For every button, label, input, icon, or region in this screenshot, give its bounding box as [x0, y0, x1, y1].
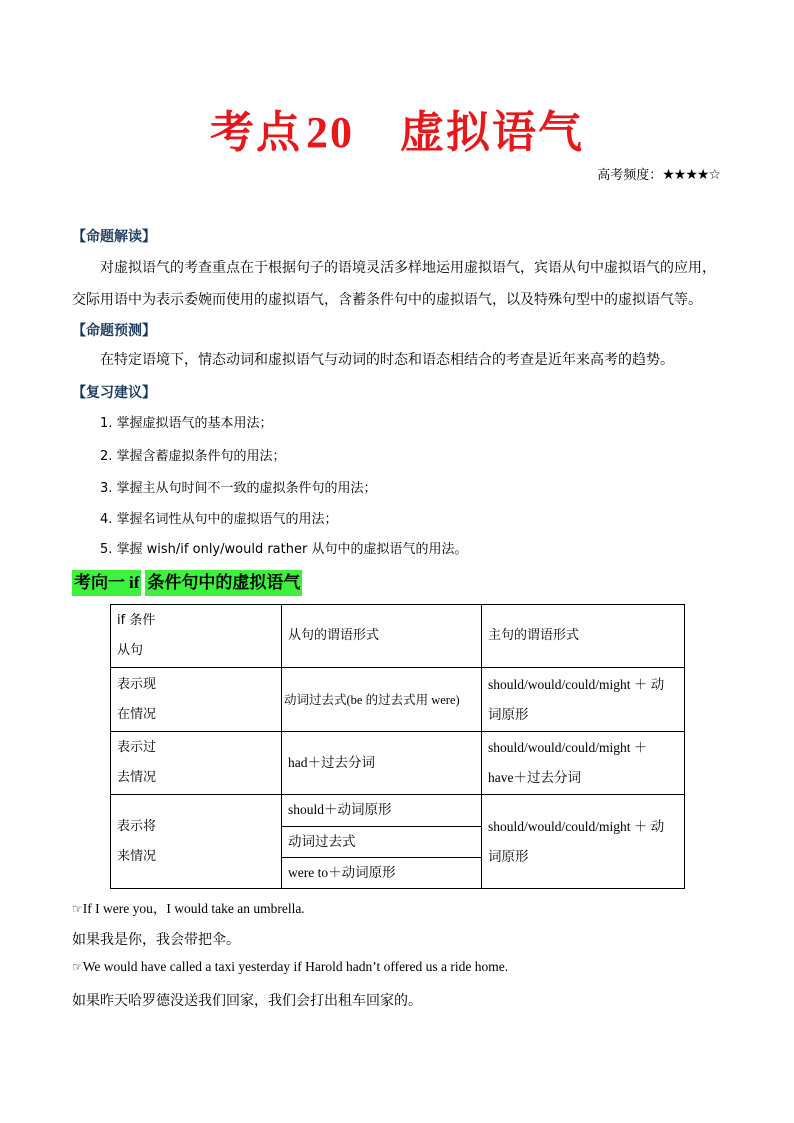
main-clause-cell: should/would/could/might ＋ have＋过去分词 — [482, 731, 685, 794]
title-number: 20 — [306, 108, 354, 157]
prediction-text: 在特定语境下，情态动词和虚拟语气与动词的时态和语态相结合的考查是近年来高考的趋势。 — [100, 352, 674, 368]
clause-cell: 动词过去式 — [282, 826, 482, 857]
table-row — [111, 731, 685, 794]
suggestion-item: 2. 掌握含蓄虚拟条件句的用法； — [100, 449, 286, 464]
frequency-label: 高考频度： — [597, 168, 663, 183]
title-prefix: 考点 — [210, 107, 302, 158]
row-label-cell: 表示将 来情况 — [111, 795, 282, 889]
clause-cell: 动词过去式(be 的过去式用 were) — [282, 668, 482, 731]
suggestion-item: 5. 掌握 wish/if only/would rather 从句中的虚拟语气的用法。 — [100, 542, 468, 557]
row-label-cell: 表示现 在情况 — [111, 668, 282, 731]
interpretation-heading: 【命题解读】 — [72, 229, 156, 245]
example-sentence-en: ☞If I were you，I would take an umbrella. — [72, 901, 305, 916]
page-title — [0, 96, 794, 160]
header-cell: if 条件 从句 — [111, 605, 282, 668]
clause-cell: should＋动词原形 — [282, 795, 482, 826]
clause-cell: were to＋动词原形 — [282, 857, 482, 888]
pointing-hand-icon: ☞ — [72, 960, 83, 974]
title-topic: 虚拟语气 — [400, 107, 584, 158]
direction-keyword: if — [127, 570, 141, 596]
example-sentence-zh: 如果我是你，我会带把伞。 — [72, 932, 240, 948]
table-row — [111, 668, 685, 731]
direction-label: 考向一 — [72, 570, 127, 596]
direction-heading — [72, 570, 302, 596]
clause-cell: had＋过去分词 — [282, 731, 482, 794]
header-cell: 主句的谓语形式 — [482, 605, 685, 668]
frequency-rating — [597, 164, 720, 183]
row-label-cell: 表示过 去情况 — [111, 731, 282, 794]
table-row — [111, 795, 685, 826]
suggestions-heading: 【复习建议】 — [72, 385, 156, 401]
main-clause-cell: should/would/could/might ＋ 动 词原形 — [482, 668, 685, 731]
suggestion-item: 4. 掌握名词性从句中的虚拟语气的用法； — [100, 512, 338, 527]
suggestion-item: 1. 掌握虚拟语气的基本用法； — [100, 416, 273, 431]
frequency-stars: ★★★★☆ — [662, 167, 720, 183]
header-cell: 从句的谓语形式 — [282, 605, 482, 668]
prediction-heading: 【命题预测】 — [72, 323, 156, 339]
pointing-hand-icon: ☞ — [72, 902, 83, 916]
example-sentence-zh: 如果昨天哈罗德没送我们回家，我们会打出租车回家的。 — [72, 993, 422, 1009]
main-clause-cell: should/would/could/might ＋ 动 词原形 — [482, 795, 685, 889]
suggestion-item: 3. 掌握主从句时间不一致的虚拟条件句的用法； — [100, 481, 377, 496]
subjunctive-table — [110, 604, 685, 889]
table-header-row — [111, 605, 685, 668]
interpretation-text: 对虚拟语气的考查重点在于根据句子的语境灵活多样地运用虚拟语气，宾语从句中虚拟语气的应用，交际用语中为表示委婉而使用的虚拟语气，含蓄条件句中的虚拟语气，以及特殊句型中的虚拟语气等。 — [72, 260, 716, 308]
example-sentence-en: ☞We would have called a taxi yesterday if Harold hadn’t offered us a ride home. — [72, 959, 509, 974]
direction-title: 条件句中的虚拟语气 — [145, 570, 302, 596]
